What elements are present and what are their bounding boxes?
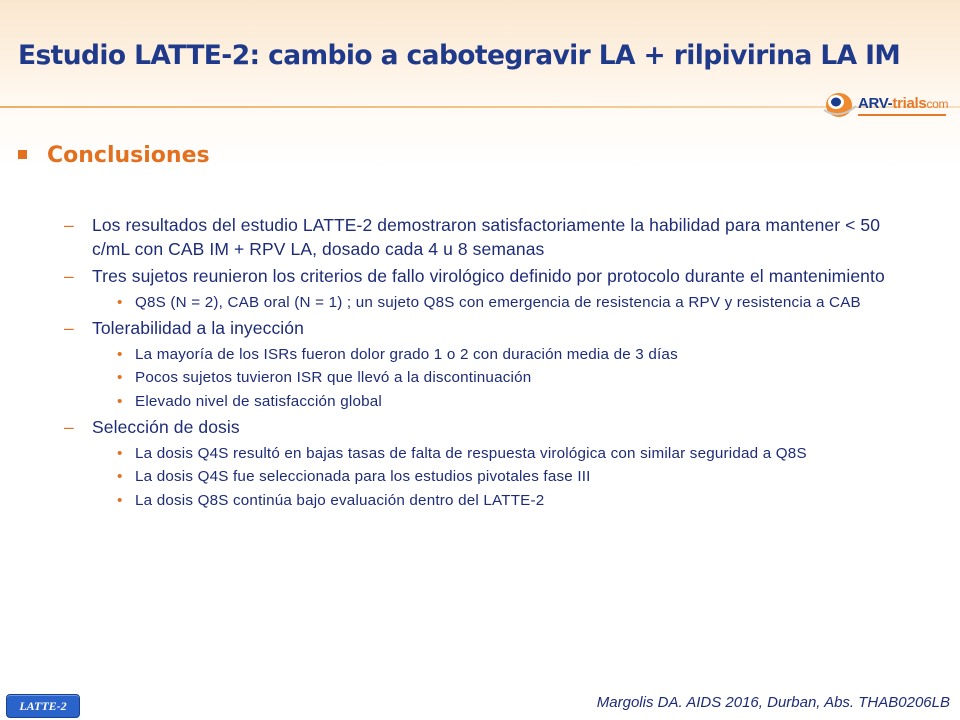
list-item-text: Los resultados del estudio LATTE-2 demostraron satisfactoriamente la habilidad para mantener < 50 c/mL con CAB IM + RPV LA, dosado cada 4 u 8 semanas <box>92 215 881 259</box>
logo-swirl-icon <box>822 88 858 122</box>
dash-bullet-icon: – <box>64 318 74 338</box>
sub-list-item <box>117 491 940 512</box>
dash-bullet-icon: – <box>64 215 74 235</box>
list-item <box>64 416 892 440</box>
sub-list-item <box>117 368 940 389</box>
logo-underline <box>858 114 946 116</box>
list-item <box>64 265 892 289</box>
list-item <box>64 214 892 261</box>
logo-text <box>858 95 948 112</box>
sub-list-item <box>117 345 940 366</box>
dash-bullet-icon: – <box>64 417 74 437</box>
sub-list-item-text: Pocos sujetos tuvieron ISR que llevó a la discontinuación <box>135 369 532 386</box>
sub-list-item-text: La mayoría de los ISRs fueron dolor grado 1 o 2 con duración media de 3 días <box>135 345 678 363</box>
citation: Margolis DA. AIDS 2016, Durban, Abs. THAB0206LB <box>596 694 950 711</box>
sub-list-item <box>117 444 940 465</box>
sub-list-item-text: La dosis Q4S resultó en bajas tasas de falta de respuesta virológica con similar seguridad a Q8S <box>135 444 807 462</box>
dot-bullet-icon: • <box>117 369 123 386</box>
sub-list-item <box>117 392 940 413</box>
title-divider <box>0 106 960 108</box>
study-badge <box>6 694 80 718</box>
list-item <box>64 317 892 341</box>
dot-bullet-icon: • <box>117 392 123 410</box>
sub-list-item-text: Q8S (N = 2), CAB oral (N = 1) ; un sujeto Q8S con emergencia de resistencia a RPV y resistencia a CAB <box>135 293 861 311</box>
list-item-text: Selección de dosis <box>92 417 240 437</box>
study-badge-label: LATTE-2 <box>19 699 67 713</box>
logo-com: com <box>926 97 949 111</box>
slide-title: Estudio LATTE-2: cambio a cabotegravir LA + rilpivirina LA IM <box>18 40 901 71</box>
arv-trials-logo <box>820 86 960 126</box>
section-heading-text: Conclusiones <box>47 143 210 168</box>
dot-bullet-icon: • <box>117 345 123 363</box>
dash-bullet-icon: – <box>64 266 74 286</box>
dot-bullet-icon: • <box>117 293 123 311</box>
sub-list-item <box>117 467 940 488</box>
sub-list-item <box>117 293 940 314</box>
sub-list-item-text: La dosis Q4S fue seleccionada para los estudios pivotales fase III <box>135 468 591 485</box>
sub-list-item-text: La dosis Q8S continúa bajo evaluación dentro del LATTE-2 <box>135 491 545 509</box>
dot-bullet-icon: • <box>117 468 123 485</box>
square-bullet-icon <box>18 150 27 159</box>
section-heading <box>18 143 210 168</box>
dot-bullet-icon: • <box>117 491 123 509</box>
list-item-text: Tolerabilidad a la inyección <box>92 318 304 338</box>
dot-bullet-icon: • <box>117 444 123 462</box>
list-item-text: Tres sujetos reunieron los criterios de fallo virológico definido por protocolo durante el mantenimiento <box>92 266 885 286</box>
logo-trials: trials <box>892 95 927 112</box>
logo-name: ARV- <box>858 95 893 112</box>
conclusions-list <box>0 214 960 514</box>
sub-list-item-text: Elevado nivel de satisfacción global <box>135 392 382 410</box>
